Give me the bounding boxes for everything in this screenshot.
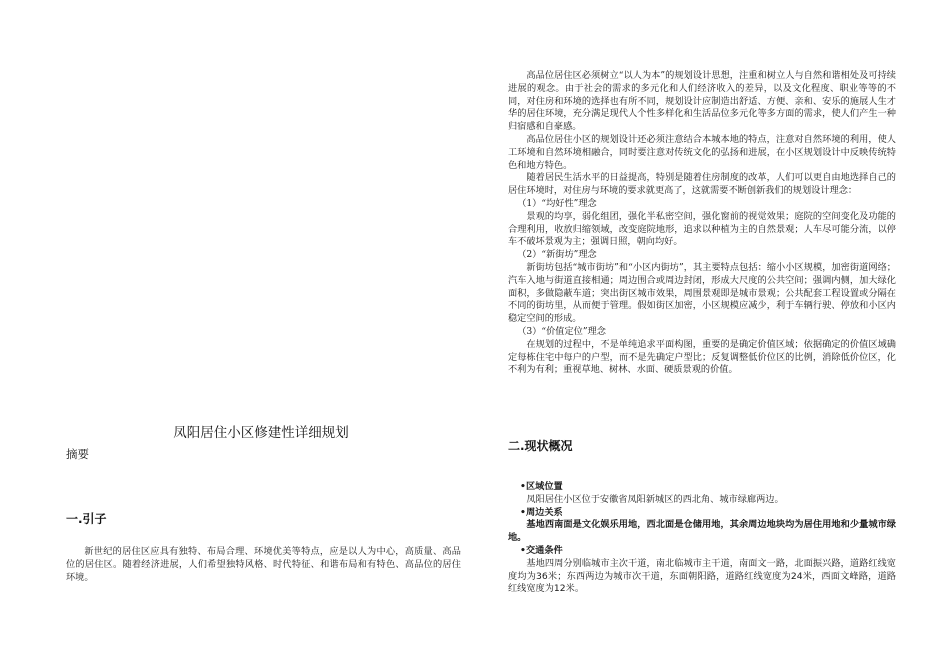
bullet-surroundings [508, 507, 896, 520]
bullet-surroundings-title: 周边关系 [526, 506, 563, 518]
left-column [66, 0, 461, 672]
concept-1-text: 景观的均享，弱化组团，强化半私密空间，强化窗前的视觉效果；庭院的空间变化及功能的合理利用，收放归缩领域，改变庭院地形，追求以种植为主的自然景观；人车尽可能分流，以停车不破坏景观为主；强调日照，朝向均好。 [508, 210, 896, 248]
concept-3-text: 在规划的过程中，不是单纯追求平面构图，重要的是确定价值区域；依据确定的价值区域确定每栋住宅中每户的户型，而不是先确定户型比；反复调整低价位区的比例，消除低价位区，化不利为有利；重视草地、树林、水面、硬质景观的价值。 [508, 338, 896, 376]
bullet-dot-icon: • [520, 481, 526, 492]
concept-1-title: （1）“均好性”理念 [517, 197, 597, 209]
section-heading-current-status: 二.现状概况 [508, 439, 573, 453]
traffic-text: 基地四周分别临城市主次干道，南北临城市主干道，南面文一路，北面振兴路，道路红线宽度均为36米；东西两边为城市次干道，东面朝阳路，道路红线宽度为24米，西面文峰路，道路红线宽度为12米。 [508, 557, 896, 595]
bullet-location [508, 481, 896, 494]
planning-concepts-block [508, 70, 896, 377]
current-status-list [508, 481, 896, 596]
bullet-location-title: 区域位置 [526, 481, 563, 492]
paragraph-innovation: 随着居民生活水平的日益提高，特别是随着住房制度的改革，人们可以更自由地选择自己的居住环境时，对住房与环境的要求就更高了，这就需要不断创新我们的规划设计理念： [508, 172, 896, 197]
introduction-paragraph: 新世纪的居住区应具有独特、布局合理、环境优美等特点，应是以人为中心，高质量、高品位的居住区。随着经济进展，人们希望独特风格、时代特征、和谐布局和有特色、高品位的居住环境。 [66, 546, 461, 583]
location-text: 凤阳居住小区位于安徽省凤阳新城区的西北角、城市绿廊两边。 [526, 493, 784, 505]
paragraph-people-oriented: 高品位居住区必须树立“以人为本”的规划设计思想，注重和树立人与自然和谐相处及可持续进展的观念。由于社会的需求的多元化和人们经济收入的差异，以及文化程度、职业等等的不同，对住房和环境的选择也有所不同，规划设计应制造出舒适、方便、亲和、安乐的施展人生才华的居住环境，充分满足现代人个性多样化和生活品位多元化等多方面的需求，使人们产生一种归宿感和自豪感。 [508, 70, 896, 133]
paragraph-local-character: 高品位居住小区的规划设计还必须注意结合本城本地的特点，注意对自然环境的利用，使人工环境和自然环境相融合，同时要注意对传统文化的弘扬和进展，在小区规划设计中反映传统特色和地方特色。 [508, 133, 896, 171]
concept-3-title: （3）“价值定位”理念 [517, 325, 606, 337]
right-column [508, 0, 896, 672]
bullet-dot-icon: • [520, 544, 526, 556]
document-title: 凤阳居住小区修建性详细规划 [173, 425, 349, 441]
bullet-dot-icon: • [520, 506, 526, 518]
abstract-label: 摘要 [66, 447, 89, 461]
surroundings-text: 基地西南面是文化娱乐用地，西北面是仓储用地，其余周边地块均为居住用地和少量城市绿地。 [508, 519, 896, 544]
section-heading-introduction: 一.引子 [66, 512, 107, 526]
concept-2-text: 新街坊包括“城市街坊”和“小区内街坊”，其主要特点包括：缩小小区规模，加密街道网络；汽车入地与街道直接相通；周边围合或周边封闭，形成大尺度的公共空间；强调内侧，加大绿化面积，多做隐蔽车道；突出街区城市效果，周围景观即是城市景观；公共配套工程设置或分隔在不同的街坊里，从而便于管理。假如街区加密，小区规模应减少，利于车辆行驶、停放和小区内稳定空间的形成。 [508, 261, 896, 325]
bullet-traffic [508, 545, 896, 558]
bullet-traffic-title: 交通条件 [526, 544, 563, 556]
concept-2-title: （2）“新街坊”理念 [517, 249, 597, 261]
